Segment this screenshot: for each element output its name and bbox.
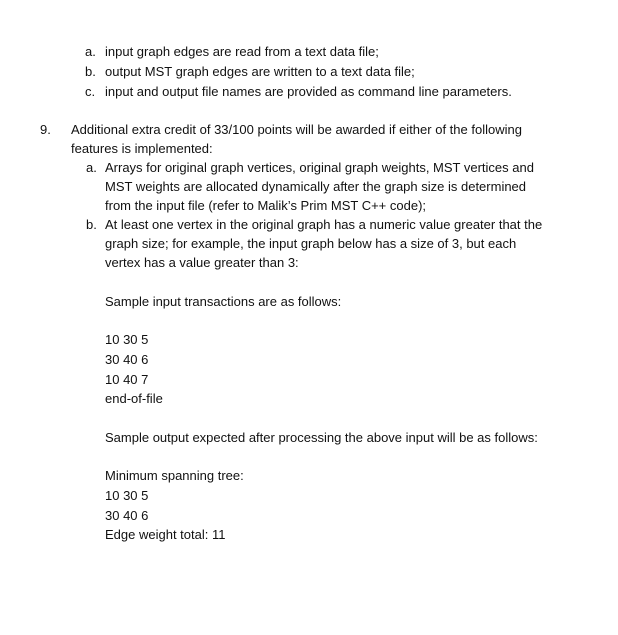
item9-a-line-1: Arrays for original graph vertices, original graph weights, MST vertices and [105, 160, 534, 175]
sample-input-line-3: 10 40 7 [105, 372, 149, 387]
sample-input-line-4: end-of-file [105, 391, 163, 406]
item9-text-line-1: Additional extra credit of 33/100 points will be awarded if either of the following [71, 122, 522, 137]
sample-output-line-3: 30 40 6 [105, 508, 149, 523]
item9-number: 9. [40, 122, 51, 137]
sample-output-line-1: Minimum spanning tree: [105, 468, 244, 483]
item9-b-line-2: graph size; for example, the input graph below has a size of 3, but each [105, 236, 517, 251]
item9-b-marker: b. [86, 217, 97, 232]
item9-b-line-3: vertex has a value greater than 3: [105, 255, 299, 270]
sample-input-line-2: 30 40 6 [105, 352, 149, 367]
item9-text-line-2: features is implemented: [71, 141, 213, 156]
top-list-item-b: output MST graph edges are written to a text data file; [105, 64, 415, 79]
top-list-item-c: input and output file names are provided as command line parameters. [105, 84, 512, 99]
item9-b-line-1: At least one vertex in the original graph has a numeric value greater that the [105, 217, 543, 232]
top-list-marker-a: a. [85, 44, 96, 59]
item9-a-marker: a. [86, 160, 97, 175]
sample-input-line-1: 10 30 5 [105, 332, 149, 347]
item9-a-line-3: from the input file (refer to Malik’s Prim MST C++ code); [105, 198, 427, 213]
item9-a-line-2: MST weights are allocated dynamically after the graph size is determined [105, 179, 527, 194]
sample-output-heading: Sample output expected after processing the above input will be as follows: [105, 430, 538, 445]
sample-output-line-2: 10 30 5 [105, 488, 149, 503]
top-list-marker-c: c. [85, 84, 96, 99]
sample-input-heading: Sample input transactions are as follows: [105, 294, 342, 309]
top-list-marker-b: b. [85, 64, 96, 79]
top-list-item-a: input graph edges are read from a text data file; [105, 44, 379, 59]
sample-output-line-4: Edge weight total: 11 [105, 527, 226, 542]
